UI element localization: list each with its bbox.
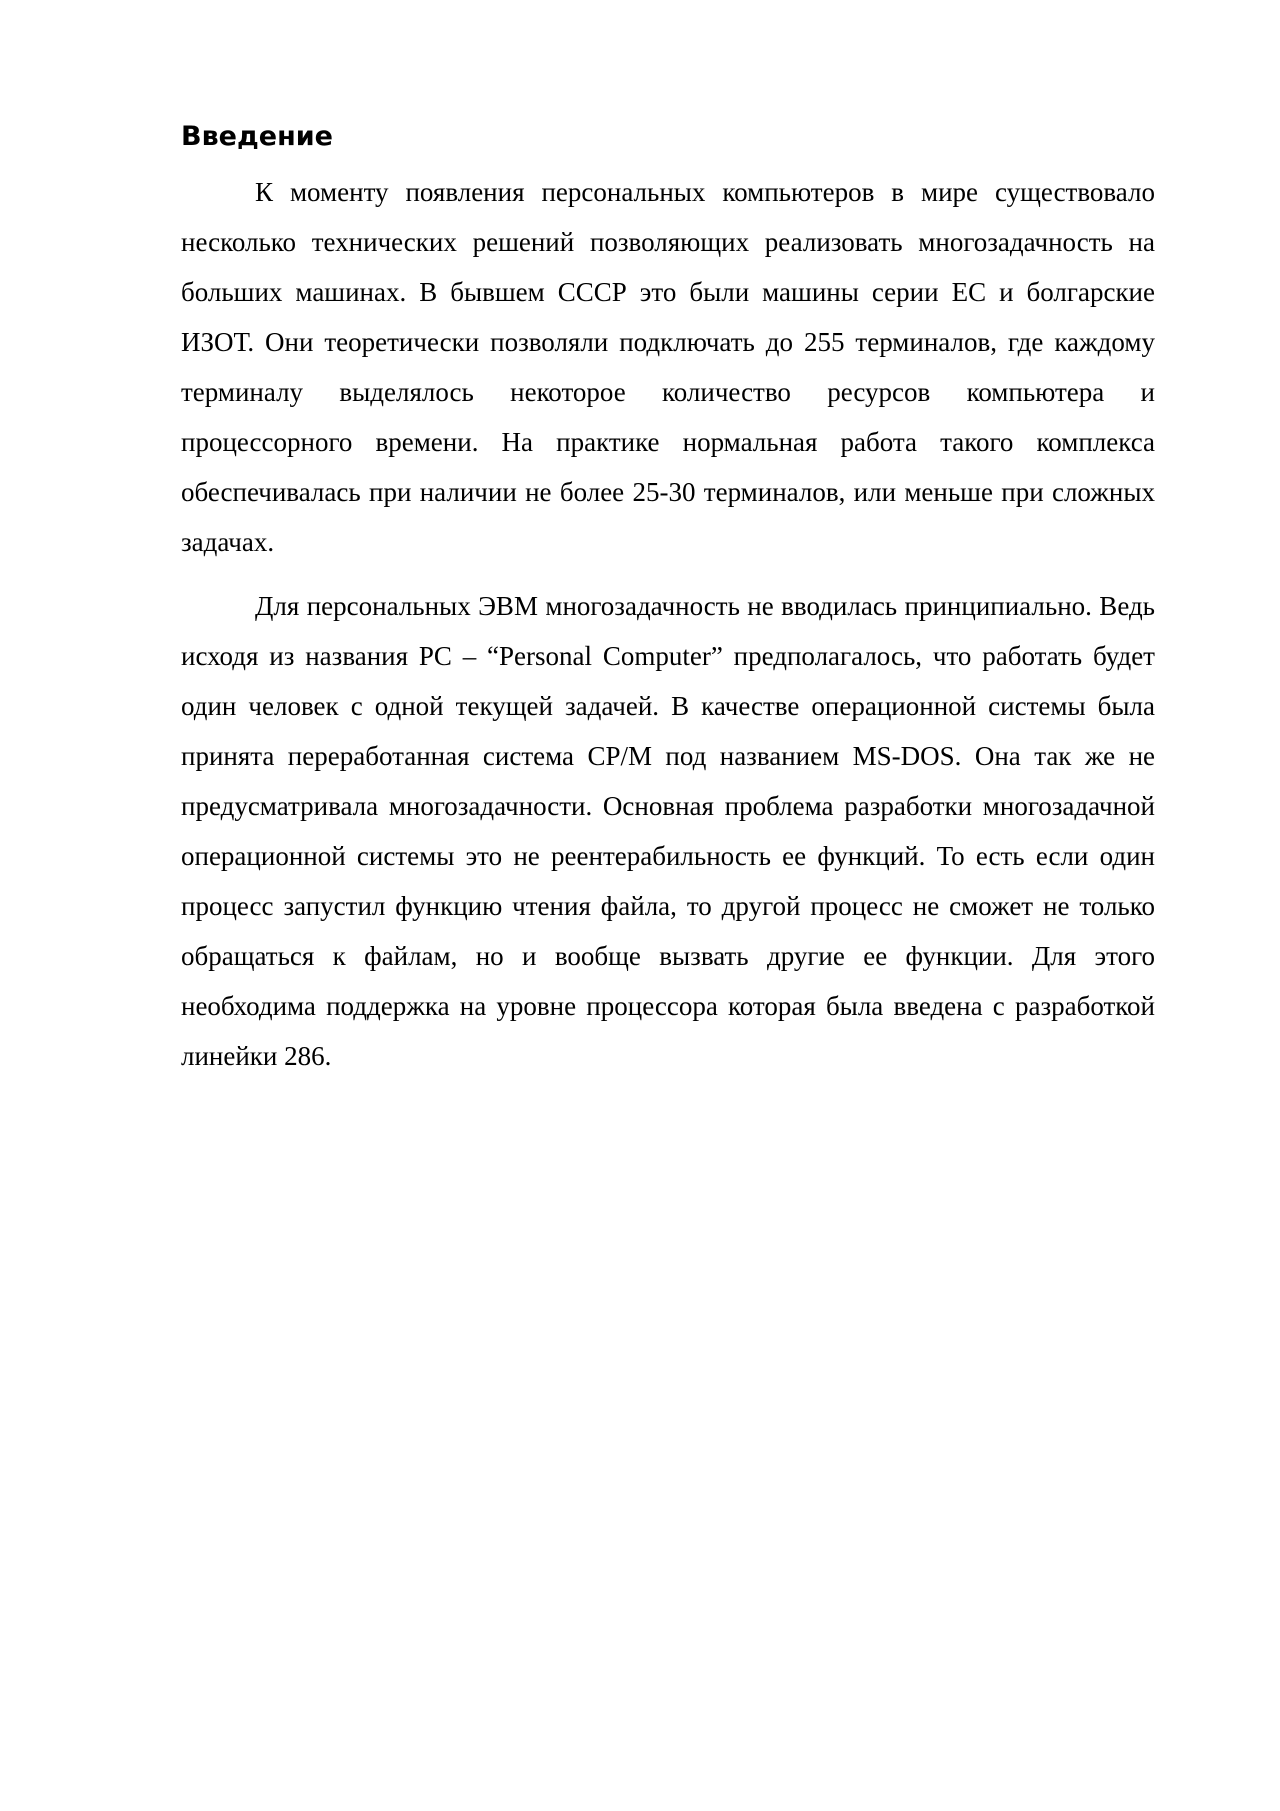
paragraph-2: Для персональных ЭВМ многозадачность не вводилась принципиально. Ведь исходя из названия PC – “Personal Computer” предполагалось, что работать будет один человек с одной текущей задачей. В качестве операционной системы была принята переработанная система CP/M под названием MS-DOS. Она так же не предусматривала многозадачности. Основная проблема разработки многозадачной операционной системы это не реентерабильность ее функций. То есть если один процесс запустил функцию чтения файла, то другой процесс не сможет не только обращаться к файлам, но и вообще вызвать другие ее функции. Для этого необходима поддержка на уровне процессора которая была введена с разработкой линейки 286. (181, 591, 1155, 1071)
section-heading: Введение (181, 121, 333, 152)
paragraph-1: К моменту появления персональных компьютеров в мире существовало несколько технических решений позволяющих реализовать многозадачность на больших машинах. В бывшем СССР это были машины серии ЕС и болгарские ИЗОТ. Они теоретически позволяли подключать до 255 терминалов, где каждому терминалу выделялось некоторое количество ресурсов компьютера и процессорного времени. На практике нормальная работа такого комплекса обеспечивалась при наличии не более 25-30 терминалов, или меньше при сложных задачах. (181, 177, 1155, 557)
document-body (181, 117, 1155, 1081)
